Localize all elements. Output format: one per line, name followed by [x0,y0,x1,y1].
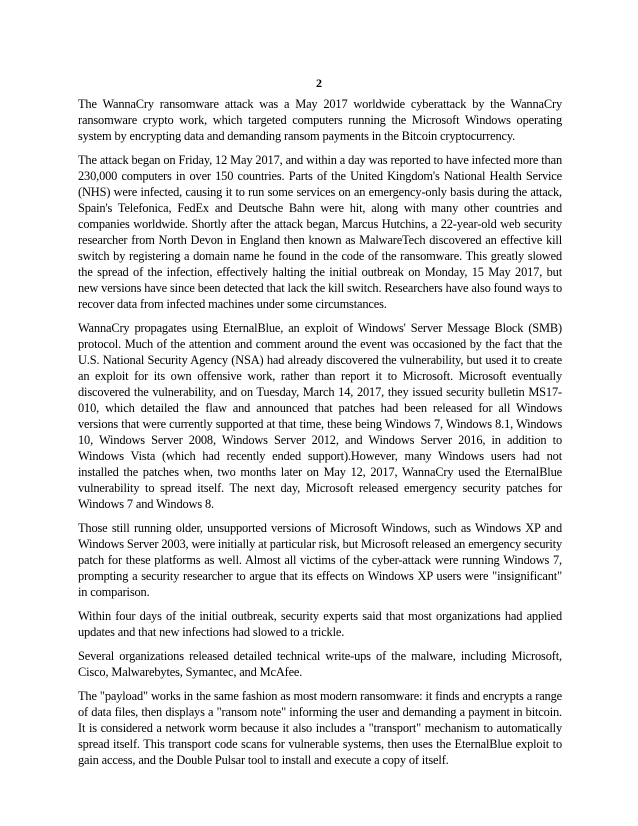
page-number: 2 [316,76,322,90]
paragraph-older-windows: Those still running older, unsupported versions of Microsoft Windows, such as Windows XP and Windows Server 2003, were initially at particular risk, but Microsoft released an emergency security patch for these platforms as well. Almost all victims of the cyber-attack were running Windows 7, prompting a security researcher to argue that its effects on Windows XP users were "insignificant" in comparison. [78,521,562,599]
paragraph-payload: The "payload" works in the same fashion as most modern ransomware: it finds and encrypts a range of data files, then displays a "ransom note" informing the user and demanding a payment in bitcoin. It is considered a network worm because it also includes a "transport" mechanism to automatically spread itself. This transport code scans for vulnerable systems, then uses the EternalBlue exploit to gain access, and the Double Pulsar tool to install and execute a copy of itself. [78,689,562,767]
paragraph-four-days: Within four days of the initial outbreak, security experts said that most organizations had applied updates and that new infections had slowed to a trickle. [78,609,562,639]
paragraph-writeups: Several organizations released detailed technical write-ups of the malware, including Microsoft, Cisco, Malwarebytes, Symantec, and McAfee. [78,649,562,679]
document-body [78,96,562,776]
paragraph-intro: The WannaCry ransomware attack was a May 2017 worldwide cyberattack by the WannaCry ransomware crypto work, which targeted computers running the Microsoft Windows operating system by encrypting data and demanding ransom payments in the Bitcoin cryptocurrency. [78,97,562,143]
paragraph-eternalblue: WannaCry propagates using EternalBlue, an exploit of Windows' Server Message Block (SMB) protocol. Much of the attention and comment around the event was occasioned by the fact that the U.S. National Security Agency (NSA) had already discovered the vulnerability, but used it to create an exploit for its own offensive work, rather than report it to Microsoft. Microsoft eventually discovered the vulnerability, and on Tuesday, March 14, 2017, they issued security bulletin MS17-010, which detailed the flaw and announced that patches had been released for all Windows versions that were currently supported at that time, these being Windows 7, Windows 8.1, Windows 10, Windows Server 2008, Windows Server 2012, and Windows Server 2016, in addition to Windows Vista (which had recently ended support).However, many Windows users had not installed the patches when, two months later on May 12, 2017, WannaCry used the EternalBlue vulnerability to spread itself. The next day, Microsoft released emergency security patches for Windows 7 and Windows 8. [78,321,562,511]
paragraph-attack-timeline: The attack began on Friday, 12 May 2017, and within a day was reported to have infected more than 230,000 computers in over 150 countries. Parts of the United Kingdom's National Health Service (NHS) were infected, causing it to run some services on an emergency-only basis during the attack, Spain's Telefonica, FedEx and Deutsche Bahn were hit, along with many other countries and companies worldwide. Shortly after the attack began, Marcus Hutchins, a 22-year-old web security researcher from North Devon in England then known as MalwareTech discovered an effective kill switch by registering a domain name he found in the code of the ransomware. This greatly slowed the spread of the infection, effectively halting the initial outbreak on Monday, 15 May 2017, but new versions have since been detected that lack the kill switch. Researchers have also found ways to recover data from infected machines under some circumstances. [78,153,562,311]
